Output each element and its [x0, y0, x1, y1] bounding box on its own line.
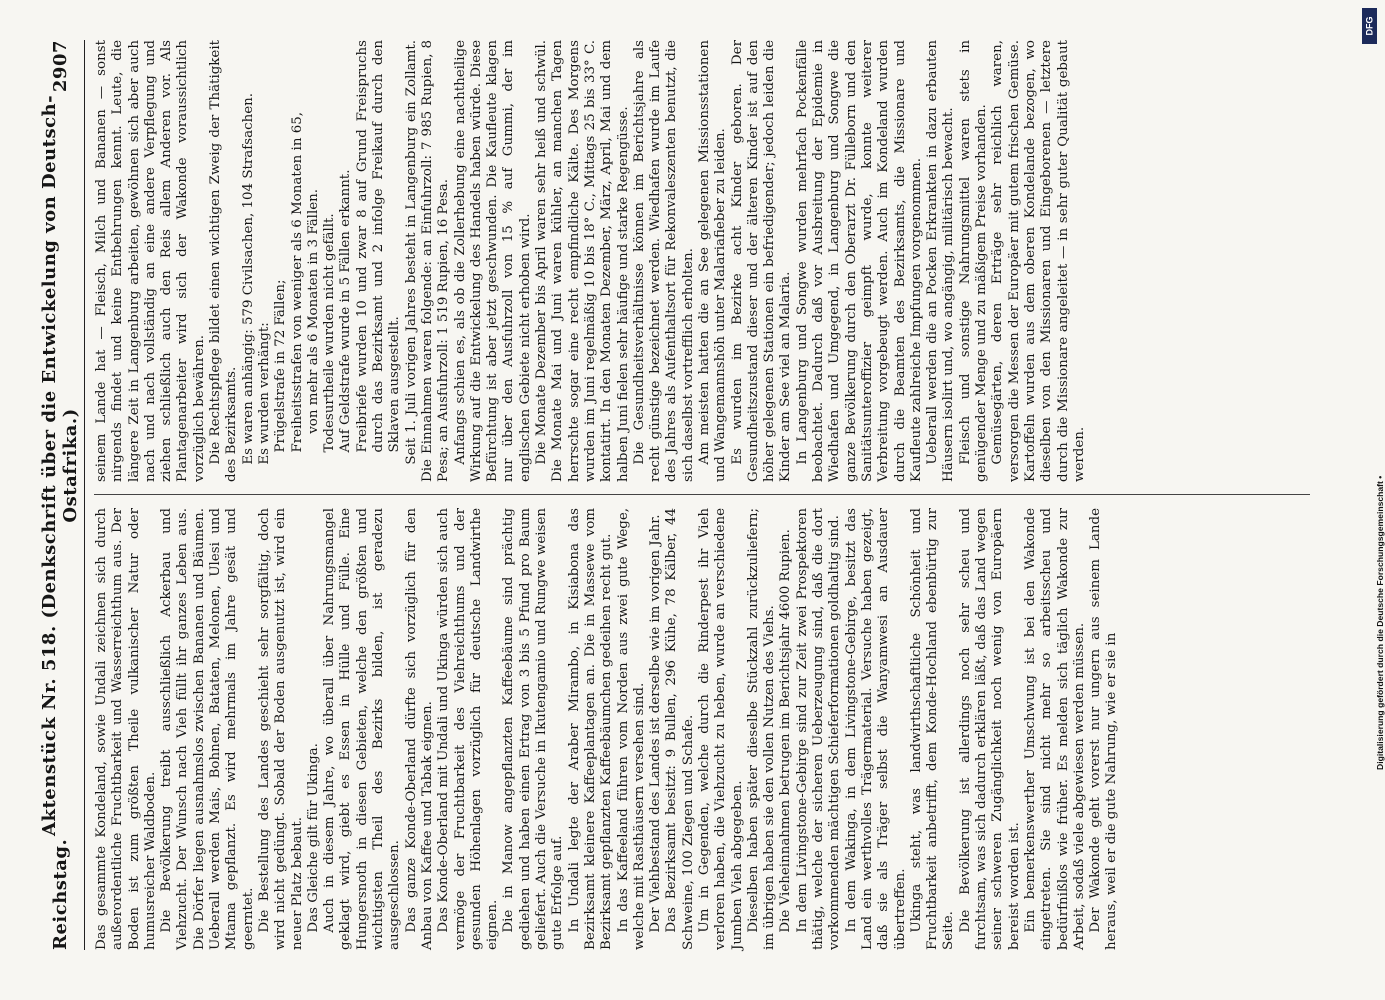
- left-column: [94, 508, 1310, 950]
- paragraph: In Langenburg und Songwe wurden mehrfach Pockenfälle beobachtet. Dadurch daß vor Ausbreitung der Epidemie in Wiedhafen und Umgegend, in Langenburg und Songwe die ganze Bevölkerung durch den Oberarzt Dr. Fülleborn und den Sanitätsunteroffizier geimpft wurde, konnte weiterer Verbreitung vorgebeugt werden. Auch im Kondeland wurden durch die Beamten des Bezirksamts, die Missionare und Kaufleute zahlreiche Impfungen vorgenommen.: [794, 40, 924, 482]
- paragraph: Das Bezirksamt besitzt: 9 Bullen, 296 Kühe, 78 Kälber, 44 Schweine, 100 Ziegen und Schafe.: [664, 508, 696, 950]
- paragraph: Die Vieheinnahmen betrugen im Berichtsjahr 4600 Rupien.: [778, 529, 794, 933]
- paragraph: Es wurden im Bezirke acht Kinder geboren. Der Gesundheitszustand dieser und der älteren Kinder ist auf den höher gelegenen Stationen ein befriedigender; jedoch leiden die Kinder am See viel an Malaria.: [729, 40, 794, 482]
- paragraph: Das Gleiche gilt für Ukinga.: [305, 743, 321, 933]
- paragraph: Ukinga steht, was landwirthschaftliche Schönheit und Fruchtbarkeit anbetrifft, dem Konde-Hochland ebenbürtig zur Seite.: [908, 508, 957, 950]
- dfg-logo: DFG: [1362, 8, 1377, 44]
- paragraph: Die Rechtspflege bildet einen wichtigen Zweig der Thätigkeit des Bezirksamts.: [208, 40, 240, 482]
- credit-text: Digitalisierung gefördert durch die Deutsche Forschungsgemeinschaft •: [1375, 475, 1385, 770]
- paragraph: Gemüsegärten, deren Erträge sehr reichlich waren, versorgen die Messen der Europäer mit gutem frischen Gemüse. Kartoffeln wurden aus dem oberen Kondelande bezogen, wo dieselben von den Missionaren und Eingeborenen — letztere durch die Missionare angeleitet — in sehr guter Qualität gebaut werden.: [990, 40, 1087, 482]
- paragraph: Es wurden verhängt:: [256, 322, 272, 465]
- header-title: Aktenstück Nr. 518. (Denkschrift über die Entwickelung von Deutsch-Ostafrika.): [39, 94, 81, 836]
- paragraph: Prügelstrafe in 72 Fällen;: [273, 279, 289, 453]
- digitization-credit: [1341, 0, 1385, 1000]
- paragraph: Ueberall werden die an Pocken Erkrankten in dazu erbauten Häusern isolirt und, wo angängig, militärisch bewacht.: [925, 40, 957, 482]
- paragraph: Die Bestellung des Landes geschieht sehr sorgfältig, doch wird nicht gedüngt. Sobald der Boden ausgenutzt ist, wird ein neuer Platz bebaut.: [256, 508, 305, 950]
- paragraph: Das gesammte Kondeland, sowie Undali zeichnen sich durch außerordentliche Fruchtbarkeit und Wasserreichthum aus. Der Boden ist zum größten Theile vulkanischer Natur oder humusreicher Waldboden.: [94, 508, 158, 950]
- paragraph: Die Gesundheitsverhältnisse können im Berichtsjahre als recht günstige bezeichnet werden. Wiedhafen wurde im Laufe des Jahres als Aufenthaltsort für Rekonvaleszenten benutzt, die sich daselbst vortrefflich erholten.: [631, 40, 696, 482]
- paragraph: Ein bemerkenswerther Umschwung ist bei den Wakonde eingetreten. Sie sind nicht mehr so arbeitsscheu und bedürfnißlos wie früher. Es melden sich täglich Wakonde zur Arbeit, sodaß viele abgewiesen werden müssen.: [1022, 508, 1087, 950]
- paragraph: Auch in diesem Jahre, wo überall über Nahrungsmangel geklagt wird, giebt es Essen in Hülle und Fülle. Eine Hungersnoth in diesen Gebieten, welche den größten und wichtigsten Theil des Bezirks bilden, ist geradezu ausgeschlossen.: [322, 508, 403, 950]
- column-divider: [94, 494, 1310, 495]
- header-left: Reichstag.: [49, 838, 71, 950]
- paragraph: Das ganze Konde-Oberland dürfte sich vorzüglich für den Anbau von Kaffee und Tabak eignen.: [403, 508, 435, 950]
- paragraph: seinem Lande hat — Fleisch, Milch und Bananen — sonst nirgends findet und keine Entbehrungen kennt. Leute, die längere Zeit in Langenburg arbeiten, gewöhnen sich aber auch nach und nach vollständig an eine andere Verpflegung und ziehen schließlich auch den Reis allem Anderen vor. Als Plantagenarbeiter wird sich der Wakonde voraussichtlich vorzüglich bewähren.: [94, 40, 207, 482]
- paragraph: Die Monate Dezember bis April waren sehr heiß und schwül. Die Monate Mai und Juni waren kühler, an manchen Tagen herrschte sogar eine recht empfindliche Kälte. Des Morgens wurden im Juni regelmäßig 10 bis 18° C., Mittags 25 bis 33° C. kontatirt. In den Monaten Dezember, März, April, Mai und dem halben Juni fielen sehr häufige und starke Regengüsse.: [534, 40, 631, 482]
- paragraph: Die in Manow angepflanzten Kaffeebäume sind prächtig gediehen und haben einen Ertrag von 3 bis 5 Pfund pro Baum geliefert. Auch die Versuche in Ikutengamio und Rungwe weisen gute Erfolge auf.: [501, 508, 566, 950]
- paragraph: Todesurtheile wurden nicht gefällt.: [322, 213, 338, 453]
- paragraph: In Undali legte der Araber Mirambo, in Kisiabona das Bezirksamt kleinere Kaffeeplantagen an. Die in Massewe vom Bezirksamt gepflanzten Kaffeebäumchen gedeihen recht gut.: [566, 508, 615, 950]
- paragraph: In das Kaffeeland führen vom Norden aus zwei gute Wege, welche mit Rasthäusern versehen sind.: [615, 508, 647, 950]
- page-header: [40, 40, 80, 950]
- paragraph: Freibriefe wurden 10 und zwar 8 auf Grund Freispruchs durch das Bezirksamt und 2 infolge Freikauf durch den Sklaven ausgestellt.: [354, 40, 403, 453]
- paragraph: Das Konde-Oberland mit Undali und Ukinga würden sich auch vermöge der Fruchtbarkeit des Viehreichthums und der gesunden Höhenlagen vorzüglich für deutsche Landwirthe eignen.: [436, 508, 501, 950]
- header-rule: [84, 40, 85, 950]
- paragraph: Auf Geldstrafe wurde in 5 Fällen erkannt.: [338, 169, 354, 453]
- paragraph: Der Wakonde geht vorerst nur ungern aus seinem Lande heraus, weil er die gute Nahrung, wie er sie in: [1088, 508, 1120, 950]
- paragraph: Seit 1. Juli vorigen Jahres besteht in Langenburg ein Zollamt. Die Einnahmen waren folgende: an Einfuhrzoll: 7 985 Rupien, 8 Pesa; an Ausfuhrzoll: 1 519 Rupien, 16 Pesa.: [403, 40, 452, 482]
- paragraph: In dem Wakinga, in dem Livingstone-Gebirge, besitzt das Land ein werthvolles Trägermaterial. Versuche haben gezeigt, daß sie als Träger selbst die Wanyamwesi an Ausdauer übertreffen.: [843, 508, 908, 950]
- paragraph: Anfangs schien es, als ob die Zollerhebung eine nachtheilige Wirkung auf die Entwickelung des Handels haben würde. Diese Befürchtung ist aber jetzt geschwunden. Die Kaufleute klagen nur über den Ausfuhrzoll von 15 % auf Gummi, der im englischen Gebiete nicht erhoben wird.: [452, 40, 533, 482]
- paragraph: Es waren anhängig: 579 Civilsachen, 104 Strafsachen.: [240, 92, 256, 465]
- page-number: 2907: [49, 40, 71, 93]
- paragraph: Freiheitsstrafen von weniger als 6 Monaten in 65,: [289, 111, 305, 453]
- right-column: [94, 40, 1310, 482]
- paragraph: Fleisch und sonstige Nahrungsmittel waren stets in genügender Menge und zu mäßigem Preise vorhanden.: [957, 40, 990, 482]
- rotated-page: [40, 40, 1310, 950]
- paragraph: Um in Gegenden, welche durch die Rinderpest ihr Vieh verloren haben, die Viehzucht zu heben, wurde an verschiedene Jumben Vieh abgegeben.: [696, 508, 745, 950]
- paragraph: Die Bevölkerung ist allerdings noch sehr scheu und furchtsam, was sich dadurch erklären läßt, daß das Land wegen seiner schweren Zugänglichkeit noch wenig von Europäern bereist worden ist.: [957, 508, 1022, 950]
- paragraph: Dieselben haben später dieselbe Stückzahl zurückzuliefern; im übrigen haben sie den vollen Nutzen des Viehs.: [745, 508, 778, 950]
- paragraph: von mehr als 6 Monaten in 3 Fällen.: [305, 188, 321, 434]
- paragraph: Der Viehbestand des Landes ist derselbe wie im vorigen Jahr.: [648, 514, 664, 933]
- paragraph: In dem Livingstone-Gebirge sind zur Zeit zwei Prospektoren thätig, welche der sicheren Ueberzeugung sind, daß die dort vorkommenden mächtigen Schieferformationen goldhaltig sind.: [794, 508, 843, 950]
- paragraph: Am meisten hatten die an See gelegenen Missionsstationen und Wangemannshöh unter Malariafieber zu leiden.: [696, 40, 729, 482]
- paragraph: Die Bevölkerung treibt ausschließlich Ackerbau und Viehzucht. Der Wunsch nach Vieh füllt ihr ganzes Leben aus. Die Dörfer liegen ausnahmslos zwischen Bananen und Bäumen. Ueberall werden Mais, Bohnen, Bataten, Melonen, Ulesi und Mtama gepflanzt. Es wird mehrmals im Jahre gesät und geerntet.: [159, 508, 256, 950]
